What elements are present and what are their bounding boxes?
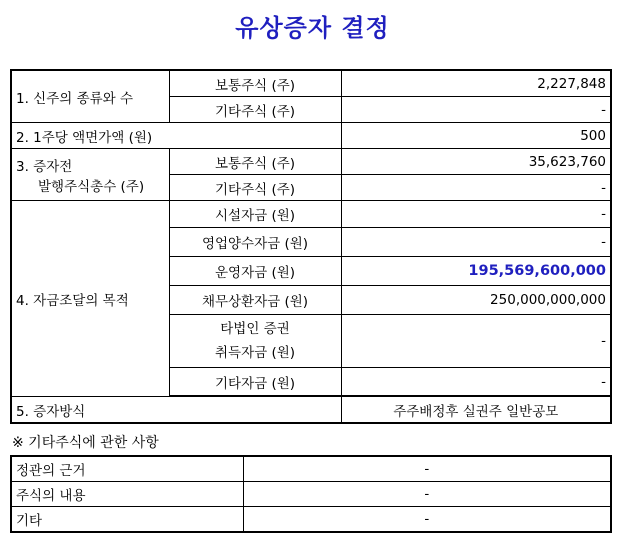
outstanding-label-line2: 발행주식총수 (주) (38, 178, 145, 195)
other-securities-value: - (341, 315, 611, 368)
other-value: - (243, 507, 611, 533)
other-securities-label-line2: 취득자금 (원) (214, 345, 296, 361)
page-title: 유상증자 결정 (235, 13, 390, 42)
par-value-label: 2. 1주당 액면가액 (원) (11, 123, 341, 149)
facility-fund-value: - (341, 201, 611, 228)
other-label: 기타 (11, 507, 243, 533)
method-label: 5. 증자방식 (11, 397, 341, 424)
operating-fund-label: 운영자금 (원) (169, 257, 341, 286)
other-securities-label (169, 315, 341, 368)
new-shares-label: 1. 신주의 종류와 수 (11, 70, 169, 123)
facility-fund-label: 시설자금 (원) (169, 201, 341, 228)
other-fund-value: - (341, 368, 611, 396)
purpose-label: 4. 자금조달의 목적 (11, 201, 169, 397)
outstanding-common-value: 35,623,760 (341, 149, 611, 175)
table-row (11, 507, 611, 533)
other-shares-value: - (341, 97, 611, 123)
debt-repayment-value: 250,000,000,000 (341, 286, 611, 315)
table-row (11, 482, 611, 507)
other-shares-label: 기타주식 (주) (169, 97, 341, 123)
other-securities-label-line1: 타법인 증권 (220, 321, 290, 337)
other-stock-table (10, 455, 612, 533)
capital-increase-table (10, 69, 612, 424)
debt-repayment-label: 채무상환자금 (원) (169, 286, 341, 315)
table-row (11, 201, 611, 228)
outstanding-label-line1: 3. 증자전 (16, 158, 73, 175)
stock-content-value: - (243, 482, 611, 507)
par-value-value: 500 (341, 123, 611, 149)
stock-content-label: 주식의 내용 (11, 482, 243, 507)
outstanding-common-label: 보통주식 (주) (169, 149, 341, 175)
outstanding-other-value: - (341, 175, 611, 201)
business-acquisition-value: - (341, 228, 611, 257)
outstanding-label (11, 149, 169, 201)
business-acquisition-label: 영업양수자금 (원) (169, 228, 341, 257)
table-row (11, 397, 611, 424)
common-shares-value: 2,227,848 (341, 70, 611, 97)
other-stock-note: ※ 기타주식에 관한 사항 (12, 435, 159, 451)
outstanding-other-label: 기타주식 (주) (169, 175, 341, 201)
method-value: 주주배정후 실권주 일반공모 (341, 397, 611, 424)
other-fund-label: 기타자금 (원) (169, 368, 341, 396)
common-shares-label: 보통주식 (주) (169, 70, 341, 97)
table-row (11, 70, 611, 97)
table-row (11, 123, 611, 149)
table-row (11, 456, 611, 482)
articles-basis-label: 정관의 근거 (11, 456, 243, 482)
articles-basis-value: - (243, 456, 611, 482)
table-row (11, 149, 611, 175)
operating-fund-value: 195,569,600,000 (341, 257, 611, 286)
